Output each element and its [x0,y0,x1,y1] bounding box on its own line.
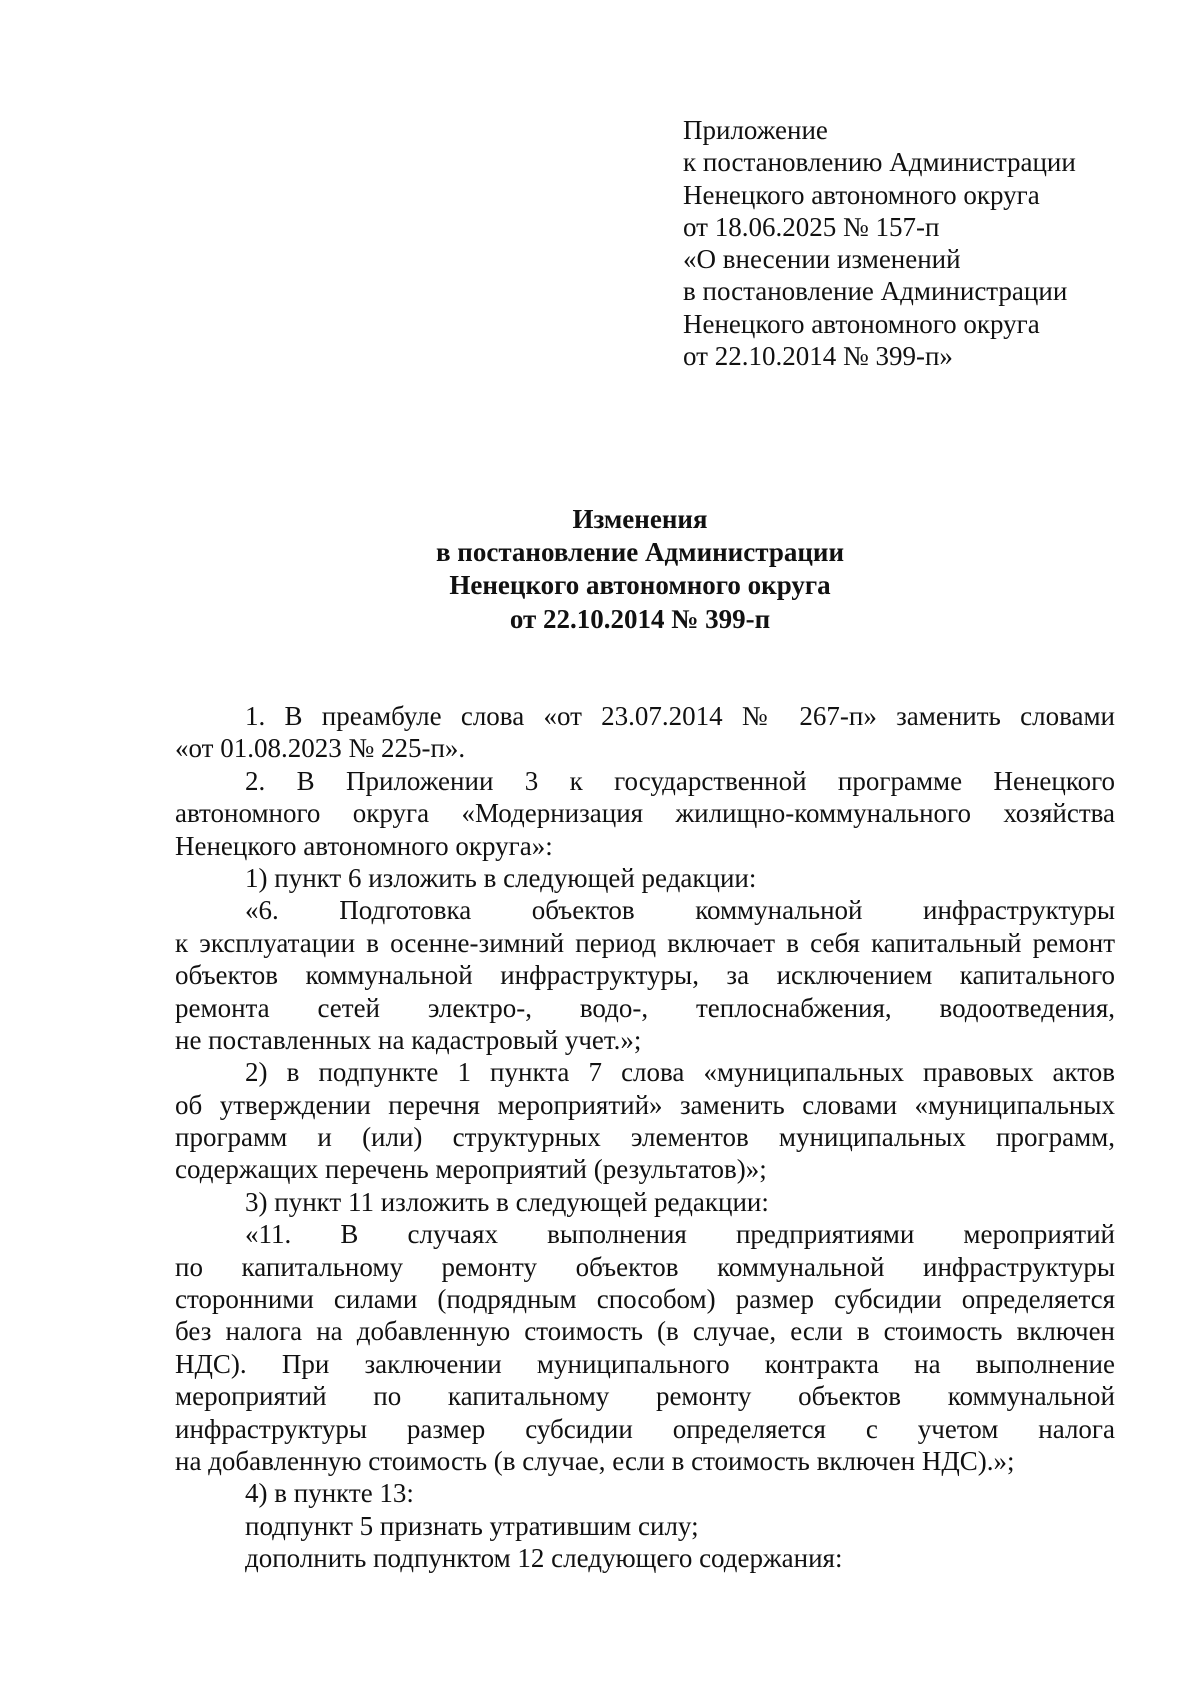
body-line: подпункт 5 признать утратившим силу; [245,1510,699,1541]
appendix-line: в постановление Администрации [683,276,1068,307]
title-line: Изменения [572,504,708,534]
appendix-line: Приложение [683,115,828,145]
body-line: «11. В случаях выполнения предприятиями мероприятий [245,1219,1115,1250]
appendix-header [683,114,1143,372]
body-line: ремонта сетей электро-, водо-, теплоснабжения, водоотведения, [175,992,1115,1023]
body-line: инфраструктуры размер субсидии определяется с учетом налога [175,1413,1115,1444]
title-line: в постановление Администрации [435,537,845,568]
body-line: 3) пункт 11 изложить в следующей редакции: [245,1186,769,1217]
appendix-line: «О внесении изменений [683,244,961,275]
document-body [175,700,1115,1575]
body-line: мероприятий по капитальному ремонту объектов коммунальной [175,1381,1115,1412]
body-line: программ и (или) структурных элементов муниципальных программ, [175,1122,1115,1153]
appendix-line: Ненецкого автономного округа [683,179,1040,210]
appendix-line: от 22.10.2014 № 399-п» [683,341,953,372]
body-line: без налога на добавленную стоимость (в случае, если в стоимость включен [175,1316,1115,1347]
body-line: объектов коммунальной инфраструктуры, за исключением капитального [175,960,1115,991]
body-line: не поставленных на кадастровый учет.»; [175,1024,642,1055]
body-line: автономного округа «Модернизация жилищно-коммунального хозяйства [175,798,1115,829]
body-line: «от 01.08.2023 № 225-п». [175,733,466,764]
appendix-line: Ненецкого автономного округа [683,308,1040,339]
body-line: содержащих перечень мероприятий (результатов)»; [175,1154,767,1185]
body-line: 1) пункт 6 изложить в следующей редакции: [245,862,757,893]
body-line: «6. Подготовка объектов коммунальной инфраструктуры [245,895,1115,926]
body-line: дополнить подпунктом 12 следующего содержания: [245,1543,843,1574]
body-line: сторонними силами (подрядным способом) размер субсидии определяется [175,1284,1115,1315]
body-line: по капитальному ремонту объектов коммунальной инфраструктуры [175,1251,1115,1282]
document-title [150,503,1130,636]
body-line: к эксплуатации в осенне-зимний период включает в себя капитальный ремонт [175,927,1115,958]
title-line: от 22.10.2014 № 399-п [509,603,771,634]
appendix-line: к постановлению Администрации [683,147,1076,178]
body-line: на добавленную стоимость (в случае, если в стоимость включен НДС).»; [175,1445,1015,1476]
appendix-line: от 18.06.2025 № 157-п [683,211,940,242]
body-line: 4) в пункте 13: [245,1478,414,1509]
title-line: Ненецкого автономного округа [449,570,831,601]
body-line: 2. В Приложении 3 к государственной программе Ненецкого [245,765,1115,796]
body-line: НДС). При заключении муниципального контракта на выполнение [175,1348,1115,1379]
body-line: об утверждении перечня мероприятий» заменить словами «муниципальных [175,1089,1115,1120]
body-line: 2) в подпункте 1 пункта 7 слова «муниципальных правовых актов [245,1057,1115,1088]
body-line: Ненецкого автономного округа»: [175,830,553,861]
body-line: 1. В преамбуле слова «от 23.07.2014 № 267-п» заменить словами [245,701,1115,731]
